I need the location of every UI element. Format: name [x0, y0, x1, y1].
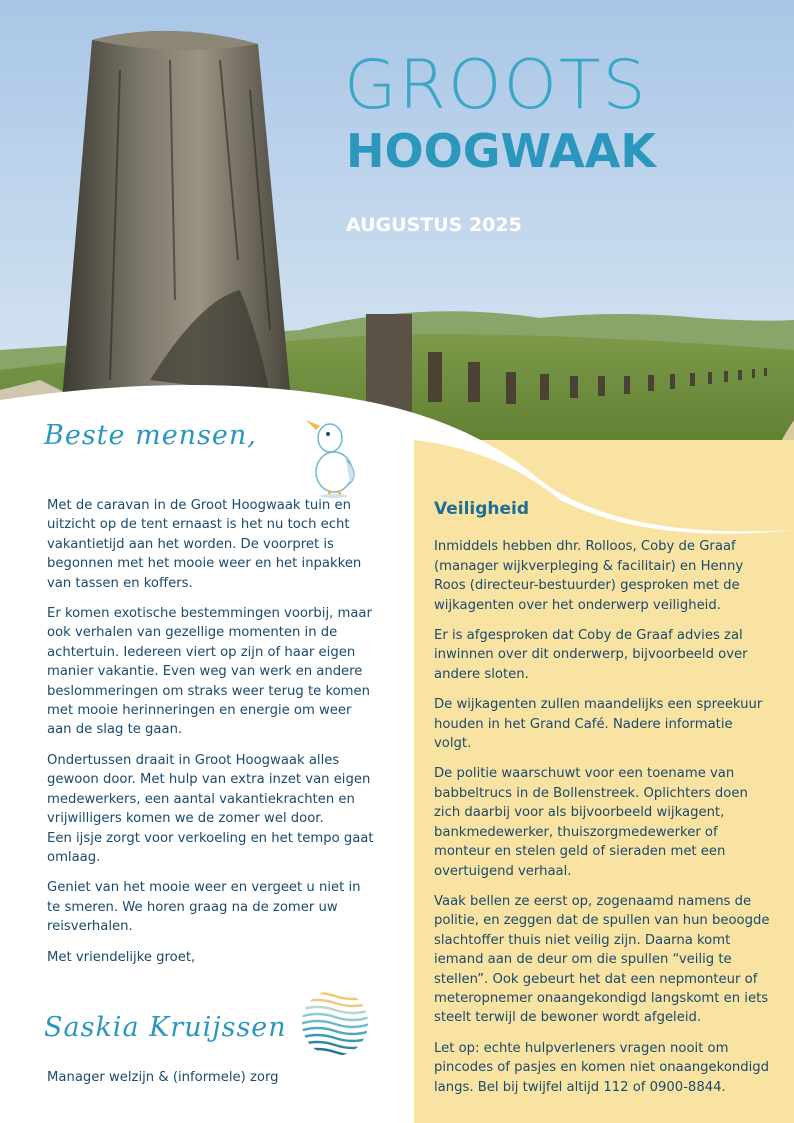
letter-paragraph: Geniet van het mooie weer en vergeet u niet in te smeren. We horen graag na de zomer uw reisverhalen. [47, 880, 361, 935]
signature-role: Manager welzijn & (informele) zorg [47, 1070, 279, 1085]
letter-paragraph: Met de caravan in de Groot Hoogwaak tuin en uitzicht op de tent ernaast is het nu toch echt vakantietijd aan het worden. De voorpret is begonnen met het mooie weer en het inpakken van tassen en koffers. [47, 498, 362, 591]
safety-paragraph: Let op: echte hulpverleners vragen nooit om pincodes of pasjes en komen niet onaangekondigd langs. Bel bij twijfel altijd 112 of 0900-8844. [434, 1040, 770, 1095]
letter-paragraph: Er komen exotische bestemmingen voorbij, maar ook verhalen van gezellige momenten in de achtertuin. Iedereen viert op zijn of haar eigen manier vakantie. Even weg van werk en andere beslommeringen om straks weer terug te komen met mooie herinneringen en energie om weer aan de slag te gaan. [47, 606, 372, 738]
masthead-title-line1: GROOTS [344, 46, 648, 125]
wave-logo-icon [300, 988, 370, 1058]
safety-section [434, 500, 774, 1108]
safety-heading: Veiligheid [434, 499, 530, 519]
letter-greeting: Beste mensen, [44, 420, 257, 451]
safety-paragraph: De wijkagenten zullen maandelijks een spreekuur houden in het Grand Café. Nadere informatie volgt. [434, 697, 763, 752]
edition-date: AUGUSTUS 2025 [346, 214, 522, 236]
safety-paragraph: Inmiddels hebben dhr. Rolloos, Coby de Graaf (manager wijkverpleging & facilitair) en Henny Roos (directeur-bestuurder) gesproken met de wijkagenten over het onderwerp veiligheid. [434, 539, 744, 613]
letter-paragraph: Een ijsje zorgt voor verkoeling en het tempo gaat omlaag. [47, 830, 374, 865]
safety-paragraph: De politie waarschuwt voor een toename van babbeltrucs in de Bollenstreek. Oplichters doen zich daarbij voor als bijvoorbeeld wijkagent, bankmedewerker, thuiszorgmedewerker of monteur en stelen geld of sieraden met een overtuigend verhaal. [434, 766, 748, 879]
letter-paragraph: Ondertussen draait in Groot Hoogwaak alles gewoon door. Met hulp van extra inzet van eigen medewerkers, een aantal vakantiekrachten en vrijwilligers komen we de zomer wel door. [47, 752, 371, 827]
masthead-title-line2: HOOGWAAK [346, 124, 656, 178]
safety-paragraph: Er is afgesproken dat Coby de Graaf advies zal inwinnen over dit onderwerp, bijvoorbeeld over andere sloten. [434, 628, 748, 682]
seagull-icon [302, 414, 364, 498]
letter-body [47, 496, 377, 978]
safety-paragraph: Vaak bellen ze eerst op, zogenaamd namens de politie, en zeggen dat de spullen van hun beoogde slachtoffer thuis niet veilig zijn. Daarna komt iemand aan de deur om die spullen “veilig te stellen”. Ook gebeurt het dat een nepmonteur of meteropnemer onaangekondigd langskomt en iets steelt terwijl de bewoner wordt afgeleid. [434, 893, 770, 1026]
letter-closing: Met vriendelijke groet, [47, 949, 196, 965]
signature: Saskia Kruijssen [44, 1012, 287, 1043]
